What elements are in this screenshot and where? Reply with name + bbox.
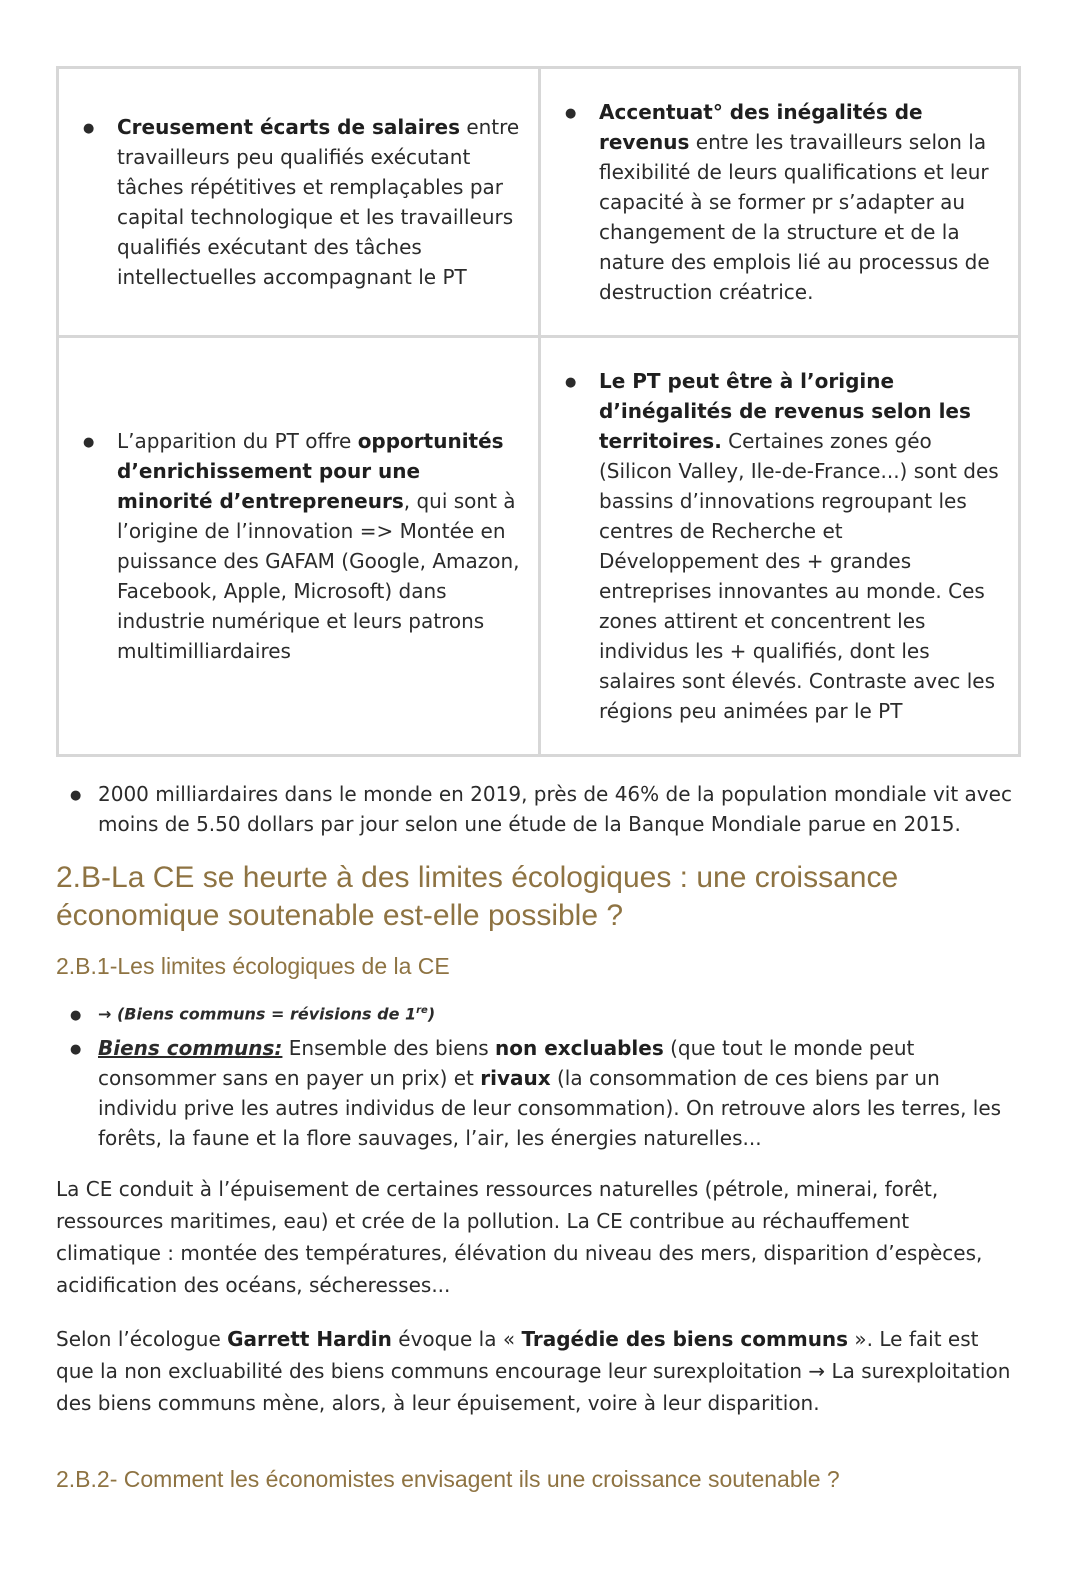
- bullet-icon: [565, 97, 599, 131]
- revision-note: [70, 999, 1018, 1033]
- table-cell: [58, 337, 540, 756]
- bullet-icon: [83, 112, 117, 146]
- cell-bold: opportunités d’enrichissement pour une minorité d’entrepreneurs: [117, 429, 504, 513]
- bullet-icon: [70, 999, 98, 1033]
- revision-main: → (Biens communs = révisions de 1: [98, 1004, 417, 1024]
- document-page: [56, 66, 1018, 1492]
- cell-rest: entre travailleurs peu qualifiés exécutant tâches répétitives et remplaçables par capital technologique et les travailleurs qualifiés exécutant des tâches intellectuelles accompagnant le PT: [117, 115, 520, 289]
- bullet-icon: [70, 1033, 98, 1153]
- section-heading-2b: 2.B-La CE se heurte à des limites écologiques : une croissance économique soutenable est-elle possible ?: [56, 861, 899, 932]
- bullet-icon: [83, 426, 117, 460]
- stat-text: 2000 milliardaires dans le monde en 2019, près de 46% de la population mondiale vit avec moins de 5.50 dollars par jour selon une étude de la Banque Mondiale parue en 2015.: [98, 782, 1012, 836]
- cell-text: [117, 426, 520, 666]
- list-item: [565, 97, 1000, 307]
- def-b1: non excluables: [495, 1036, 664, 1060]
- def-t3: (la consommation de ces biens par un individu prive les autres individus de leur consommation). On retrouve alors les terres, les forêts, la faune et la flore sauvages, l’air, les énergies naturelles...: [98, 1066, 1002, 1150]
- subsection-heading-2b2: 2.B.2- Comment les économistes envisagent ils une croissance soutenable ?: [56, 1466, 840, 1492]
- par2-t3: ». Le fait est que la non excluabilité des biens communs encourage leur surexploitation → La surexploitation des biens communs mène, alors, à leur épuisement, voire à leur disparition.: [56, 1327, 1011, 1415]
- par2-b1: Garrett Hardin: [227, 1327, 392, 1351]
- inequalities-table: [56, 66, 1021, 757]
- table-row: [58, 68, 1020, 337]
- stat-bullet: [70, 779, 1018, 839]
- definition-term: Biens communs:: [98, 1036, 283, 1060]
- definition-bullet: [70, 1033, 1018, 1153]
- definition-text: [98, 1033, 1018, 1153]
- list-item: [565, 366, 1000, 726]
- cell-rest: , qui sont à l’origine de l’innovation => Montée en puissance des GAFAM (Google, Amazon, Facebook, Apple, Microsoft) dans industrie numérique et leurs patrons multimilliardaires: [117, 489, 520, 663]
- cell-bold: Creusement écarts de salaires: [117, 115, 460, 139]
- def-t1: Ensemble des biens: [282, 1036, 496, 1060]
- paragraph-hardin: [56, 1323, 1018, 1419]
- bullet-icon: [565, 366, 599, 400]
- cell-text: [599, 97, 1000, 307]
- paragraph-ecology: La CE conduit à l’épuisement de certaines ressources naturelles (pétrole, minerai, forêt, ressources maritimes, eau) et crée de la pollution. La CE contribue au réchauffement climatique : montée des températures, élévation du niveau des mers, disparition d’espèces, acidification des océans, sécheresses...: [56, 1177, 983, 1297]
- cell-text: [117, 112, 520, 292]
- list-item: [83, 112, 520, 292]
- revision-text: [98, 999, 1018, 1033]
- def-b2: rivaux: [480, 1066, 551, 1090]
- table-cell: [540, 337, 1020, 756]
- table-cell: [58, 68, 540, 337]
- subsection-heading-2b1: 2.B.1-Les limites écologiques de la CE: [56, 953, 450, 979]
- list-item: [83, 426, 520, 666]
- cell-pre: L’apparition du PT offre: [117, 429, 358, 453]
- revision-close: ): [427, 1004, 436, 1024]
- par2-t1: Selon l’écologue: [56, 1327, 228, 1351]
- par2-b2: Tragédie des biens communs: [521, 1327, 849, 1351]
- cell-rest: entre les travailleurs selon la flexibilité de leurs qualifications et leur capacité à se former pr s’adapter au changement de la structure et de la nature des emplois lié au processus de destruction créatrice.: [599, 130, 990, 304]
- cell-bold: Le PT peut être à l’origine d’inégalités de revenus selon les territoires.: [599, 369, 971, 453]
- table-row: [58, 337, 1020, 756]
- cell-bold: Accentuat° des inégalités de revenus: [599, 100, 923, 154]
- bullet-icon: [70, 779, 98, 839]
- def-t2: (que tout le monde peut consommer sans en payer un prix) et: [98, 1036, 915, 1090]
- cell-rest: Certaines zones géo (Silicon Valley, Ile-de-France...) sont des bassins d’innovations regroupant les centres de Recherche et Développement des + grandes entreprises innovantes au monde. Ces zones attirent et concentrent les individus les + qualifiés, dont les salaires sont élevés. Contraste avec les régions peu animées par le PT: [599, 429, 999, 723]
- par2-t2: évoque la «: [391, 1327, 522, 1351]
- revision-sup: re: [416, 1005, 428, 1016]
- cell-text: [599, 366, 1000, 726]
- table-cell: [540, 68, 1020, 337]
